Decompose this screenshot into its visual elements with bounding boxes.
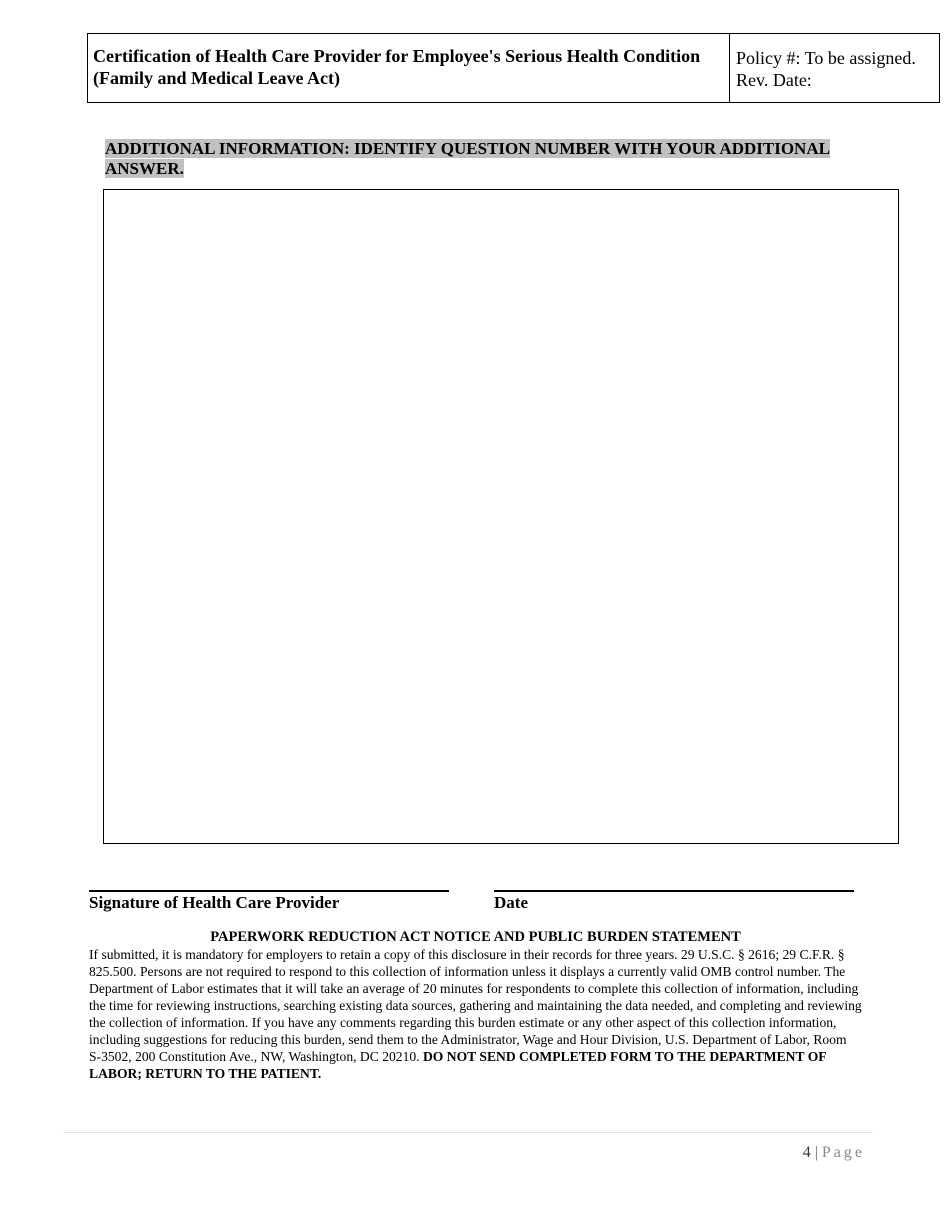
page-number-value: 4 bbox=[802, 1144, 811, 1161]
paperwork-notice-text: If submitted, it is mandatory for employers to retain a copy of this disclosure in their records for three years. 29 U.S.C. § 2616; 29 C.F.R. § 825.500. Persons are not required to respond to this collection of information unless it displays a currently valid OMB control number. The Department of Labor estimates that it will take an average of 20 minutes for respondents to complete this collection of information, including the time for reviewing instructions, searching existing data sources, gathering and maintaining the data needed, and completing and reviewing the collection of information. If you have any comments regarding this burden estimate or any other aspect of this collection information, including suggestions for reducing this burden, send them to the Administrator, Wage and Hour Division, U.S. Department of Labor, Room S-3502, 200 Constitution Ave., NW, Washington, DC 20210. bbox=[89, 947, 862, 1064]
paperwork-notice-instruction: DO NOT SEND COMPLETED FORM TO THE DEPARTMENT OF LABOR; RETURN TO THE PATIENT. bbox=[89, 1049, 827, 1081]
page-number-separator: | bbox=[814, 1144, 818, 1161]
paperwork-notice-title: PAPERWORK REDUCTION ACT NOTICE AND PUBLIC BURDEN STATEMENT bbox=[210, 929, 741, 945]
form-title-line2: (Family and Medical Leave Act) bbox=[93, 68, 340, 88]
additional-info-heading bbox=[105, 139, 865, 179]
revision-date: Rev. Date: bbox=[736, 70, 812, 90]
footer-divider bbox=[63, 1132, 873, 1133]
additional-info-answer-box[interactable] bbox=[103, 189, 899, 844]
additional-info-heading-text: ADDITIONAL INFORMATION: IDENTIFY QUESTION NUMBER WITH YOUR ADDITIONAL ANSWER. bbox=[105, 139, 830, 178]
page-number bbox=[803, 1143, 865, 1163]
provider-signature-label: Signature of Health Care Provider bbox=[89, 893, 340, 912]
date-label: Date bbox=[494, 893, 528, 912]
header-table bbox=[87, 33, 940, 103]
paperwork-notice-body bbox=[89, 946, 862, 1082]
page-word: Page bbox=[821, 1144, 865, 1161]
form-title-line1: Certification of Health Care Provider for Employee's Serious Health Condition bbox=[93, 46, 701, 66]
policy-info bbox=[730, 34, 939, 102]
policy-number: Policy #: To be assigned. bbox=[736, 48, 916, 68]
date-signature-line[interactable] bbox=[494, 890, 854, 892]
form-title bbox=[88, 34, 730, 102]
provider-signature-line[interactable] bbox=[89, 890, 449, 892]
